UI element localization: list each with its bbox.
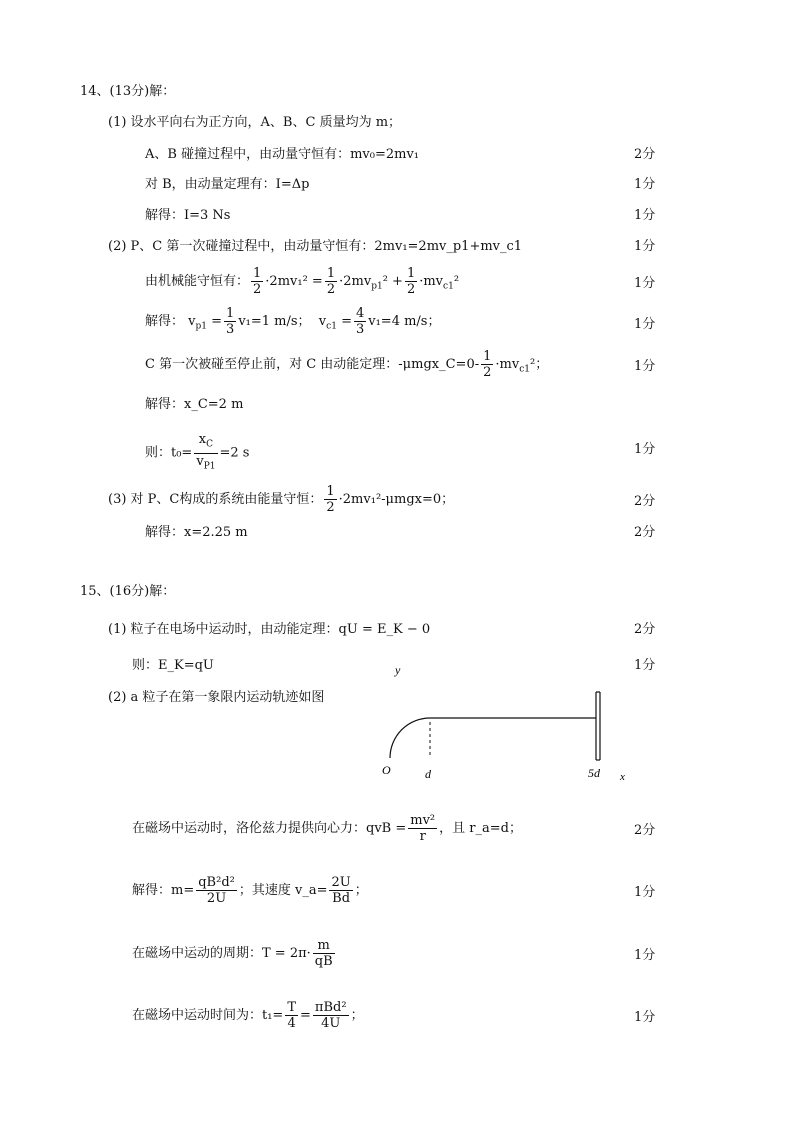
- q14-xc-result: 解得：x_C=2 m: [145, 397, 244, 412]
- score-label: 2分: [634, 823, 656, 838]
- trajectory-arc: [390, 718, 430, 758]
- origin-label: O: [382, 763, 391, 777]
- x-axis-label: x: [620, 771, 625, 783]
- score-label: 1分: [634, 276, 656, 291]
- q15-time-t1: 在磁场中运动时间为：t₁= $\frac{T}{4}$ = $\frac{\text{πBd²}}{4U}$ ；: [132, 1000, 364, 1031]
- 5d-label: 5d: [588, 766, 600, 780]
- trajectory-diagram: [370, 660, 640, 790]
- score-label: 2分: [634, 622, 656, 637]
- q15-part2-intro: (2) a 粒子在第一象限内运动轨迹如图: [108, 690, 325, 705]
- q14-energy-conservation: 由机械能守恒有： $\frac{1}{2}$ ·2mv₁² = $\frac{1}{2}$ $\cdot 2mv_{p1}^2$ + $\frac{1}{2}$ $\cdot mv_{c1}^2$: [145, 266, 460, 297]
- score-label: 1分: [634, 317, 656, 332]
- q14-momentum-ab: A、B 碰撞过程中，由动量守恒有：mv₀=2mv₁: [145, 147, 420, 162]
- y-axis-label: y: [395, 663, 401, 677]
- q15-period: 在磁场中运动的周期：T = 2π· $\frac{m}{qB}$: [132, 938, 333, 969]
- d-label: d: [425, 767, 431, 781]
- q14-impulse-b: 对 B，由动量定理有：I=Δp: [145, 177, 310, 192]
- q15-mass-velocity: 解得：m= $\frac{\text{qB²d²}}{2U}$ ；其速度 v_a= $\frac{2U}{Bd}$ ；: [132, 875, 368, 906]
- score-label: 1分: [634, 658, 656, 673]
- score-label: 1分: [634, 208, 656, 223]
- score-label: 2分: [634, 525, 656, 540]
- q14-x-result: 解得：x=2.25 m: [145, 525, 248, 540]
- q14-header: 14、(13分)解：: [80, 84, 176, 99]
- score-label: 2分: [634, 494, 656, 509]
- q14-time-t0: 则：t₀= $\frac{x_C}{v_{P1}}$ =2 s: [145, 432, 250, 472]
- score-label: 1分: [634, 1010, 656, 1025]
- score-label: 1分: [634, 239, 656, 254]
- q15-header: 15、(16分)解：: [80, 584, 176, 599]
- score-label: 2分: [634, 147, 656, 162]
- score-label: 1分: [634, 885, 656, 900]
- score-label: 1分: [634, 442, 656, 457]
- q14-impulse-result: 解得：I=3 Ns: [145, 208, 231, 223]
- q14-work-energy-c: C 第一次被碰至停止前，对 C 由动能定理：-μmgx_C=0- $\frac{1}{2}$ $\cdot mv_{c1}^2$；: [145, 349, 549, 380]
- q15-ek-result: 则：E_K=qU: [132, 658, 214, 673]
- q14-velocities-result: 解得： $v_{p1}$ = $\frac{1}{3}$ v₁=1 m/s； $v_{c1}$ = $\frac{4}{3}$ v₁=4 m/s；: [145, 306, 441, 337]
- q15-lorentz-force: 在磁场中运动时，洛伦兹力提供向心力：qvB = $\frac{\text{mv²}}{r}$ ，且 r_a=d；: [132, 813, 522, 844]
- score-label: 1分: [634, 948, 656, 963]
- q14-part1-intro: (1) 设水平向右为正方向，A、B、C 质量均为 m；: [108, 115, 402, 130]
- q15-part1-kinetic: (1) 粒子在电场中运动时，由动能定理：qU = E_K − 0: [108, 622, 431, 637]
- score-label: 1分: [634, 359, 656, 374]
- q14-part3-energy: (3) 对 P、C构成的系统由能量守恒： $\frac{1}{2}$ ·2mv₁²-μmgx=0；: [108, 484, 455, 515]
- q14-part2-intro: (2) P、C 第一次碰撞过程中，由动量守恒有：2mv₁=2mv_p1+mv_c1: [108, 239, 523, 254]
- score-label: 1分: [634, 177, 656, 192]
